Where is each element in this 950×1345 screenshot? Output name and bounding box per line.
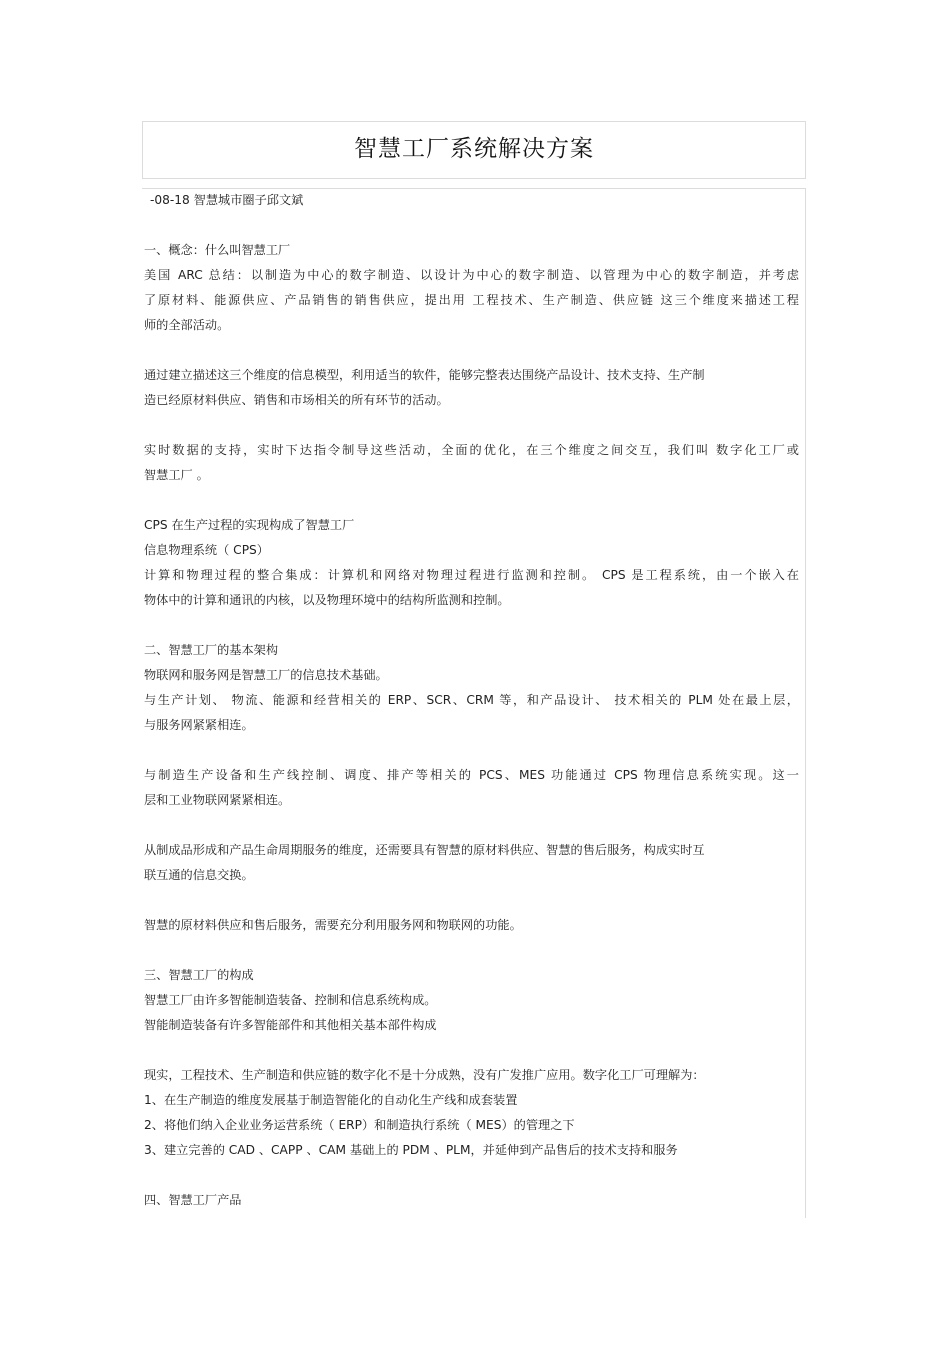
title-box <box>142 121 806 179</box>
paragraph-line: 物联网和服务网是智慧工厂的信息技术基础。 <box>144 668 388 682</box>
paragraph-line: 联互通的信息交换。 <box>144 868 254 882</box>
paragraph-line: 层和工业物联网紧紧相连。 <box>144 793 291 807</box>
paragraph-line: 智慧的原材料供应和售后服务，需要充分利用服务网和物联网的功能。 <box>144 918 522 932</box>
paragraph-line: 智慧工厂由许多智能制造装备、控制和信息系统构成。 <box>144 993 437 1007</box>
paragraph-line: 造已经原材料供应、销售和市场相关的所有环节的活动。 <box>144 393 449 407</box>
paragraph-line: 从制成品形成和产品生命周期服务的维度，还需要具有智慧的原材料供应、智慧的售后服务，构成实时互 <box>144 843 705 857</box>
paragraph-line: 通过建立描述这三个维度的信息模型，利用适当的软件，能够完整表达围绕产品设计、技术支持、生产制 <box>144 368 705 382</box>
paragraph-line: 智慧工厂 。 <box>144 468 209 482</box>
paragraph-line: 智能制造装备有许多智能部件和其他相关基本部件构成 <box>144 1018 437 1032</box>
section-heading-concept: 一、概念：什么叫智慧工厂 <box>144 243 291 257</box>
paragraph-line: 美国 ARC 总结：以制造为中心的数字制造、以设计为中心的数字制造、以管理为中心的数字制造，并考虑 <box>144 268 799 282</box>
paragraph-line: 与服务网紧紧相连。 <box>144 718 254 732</box>
list-item: 1、在生产制造的维度发展基于制造智能化的自动化生产线和成套装置 <box>144 1093 518 1107</box>
paragraph-line: 信息物理系统（ CPS） <box>144 543 269 557</box>
paragraph-line: 物体中的计算和通讯的内核，以及物理环境中的结构所监测和控制。 <box>144 593 510 607</box>
paragraph-line: 实时数据的支持，实时下达指令制导这些活动，全面的优化，在三个维度之间交互，我们叫 数字化工厂或 <box>144 443 799 457</box>
paragraph-line: 现实，工程技术、生产制造和供应链的数字化不是十分成熟，没有广发推广应用。数字化工厂可理解为： <box>144 1068 705 1082</box>
paragraph-line: 师的全部活动。 <box>144 318 230 332</box>
section-heading-architecture: 二、智慧工厂的基本架构 <box>144 643 279 657</box>
paragraph-line: 与制造生产设备和生产线控制、调度、排产等相关的 PCS、MES 功能通过 CPS 物理信息系统实现。这一 <box>144 768 799 782</box>
document-title: 智慧工厂系统解决方案 <box>354 136 594 162</box>
section-heading-products: 四、智慧工厂产品 <box>144 1193 242 1207</box>
paragraph-line: CPS 在生产过程的实现构成了智慧工厂 <box>144 518 355 532</box>
paragraph-line: 计算和物理过程的整合集成：计算机和网络对物理过程进行监测和控制。 CPS 是工程系统，由一个嵌入在 <box>144 568 799 582</box>
paragraph-line: 与生产计划、 物流、能源和经营相关的 ERP、SCR、CRM 等，和产品设计、 技术相关的 PLM 处在最上层， <box>144 693 799 707</box>
list-item: 2、将他们纳入企业业务运营系统（ ERP）和制造执行系统（ MES）的管理之下 <box>144 1118 575 1132</box>
paragraph-line: 了原材料、能源供应、产品销售的销售供应，提出用 工程技术、生产制造、供应链 这三个维度来描述工程 <box>144 293 799 307</box>
section-heading-composition: 三、智慧工厂的构成 <box>144 968 254 982</box>
document-body <box>142 188 806 1218</box>
list-item: 3、建立完善的 CAD 、CAPP 、CAM 基础上的 PDM 、PLM，并延伸到产品售后的技术支持和服务 <box>144 1143 678 1157</box>
author-date-line: -08-18 智慧城市圈子邱文斌 <box>150 193 304 207</box>
